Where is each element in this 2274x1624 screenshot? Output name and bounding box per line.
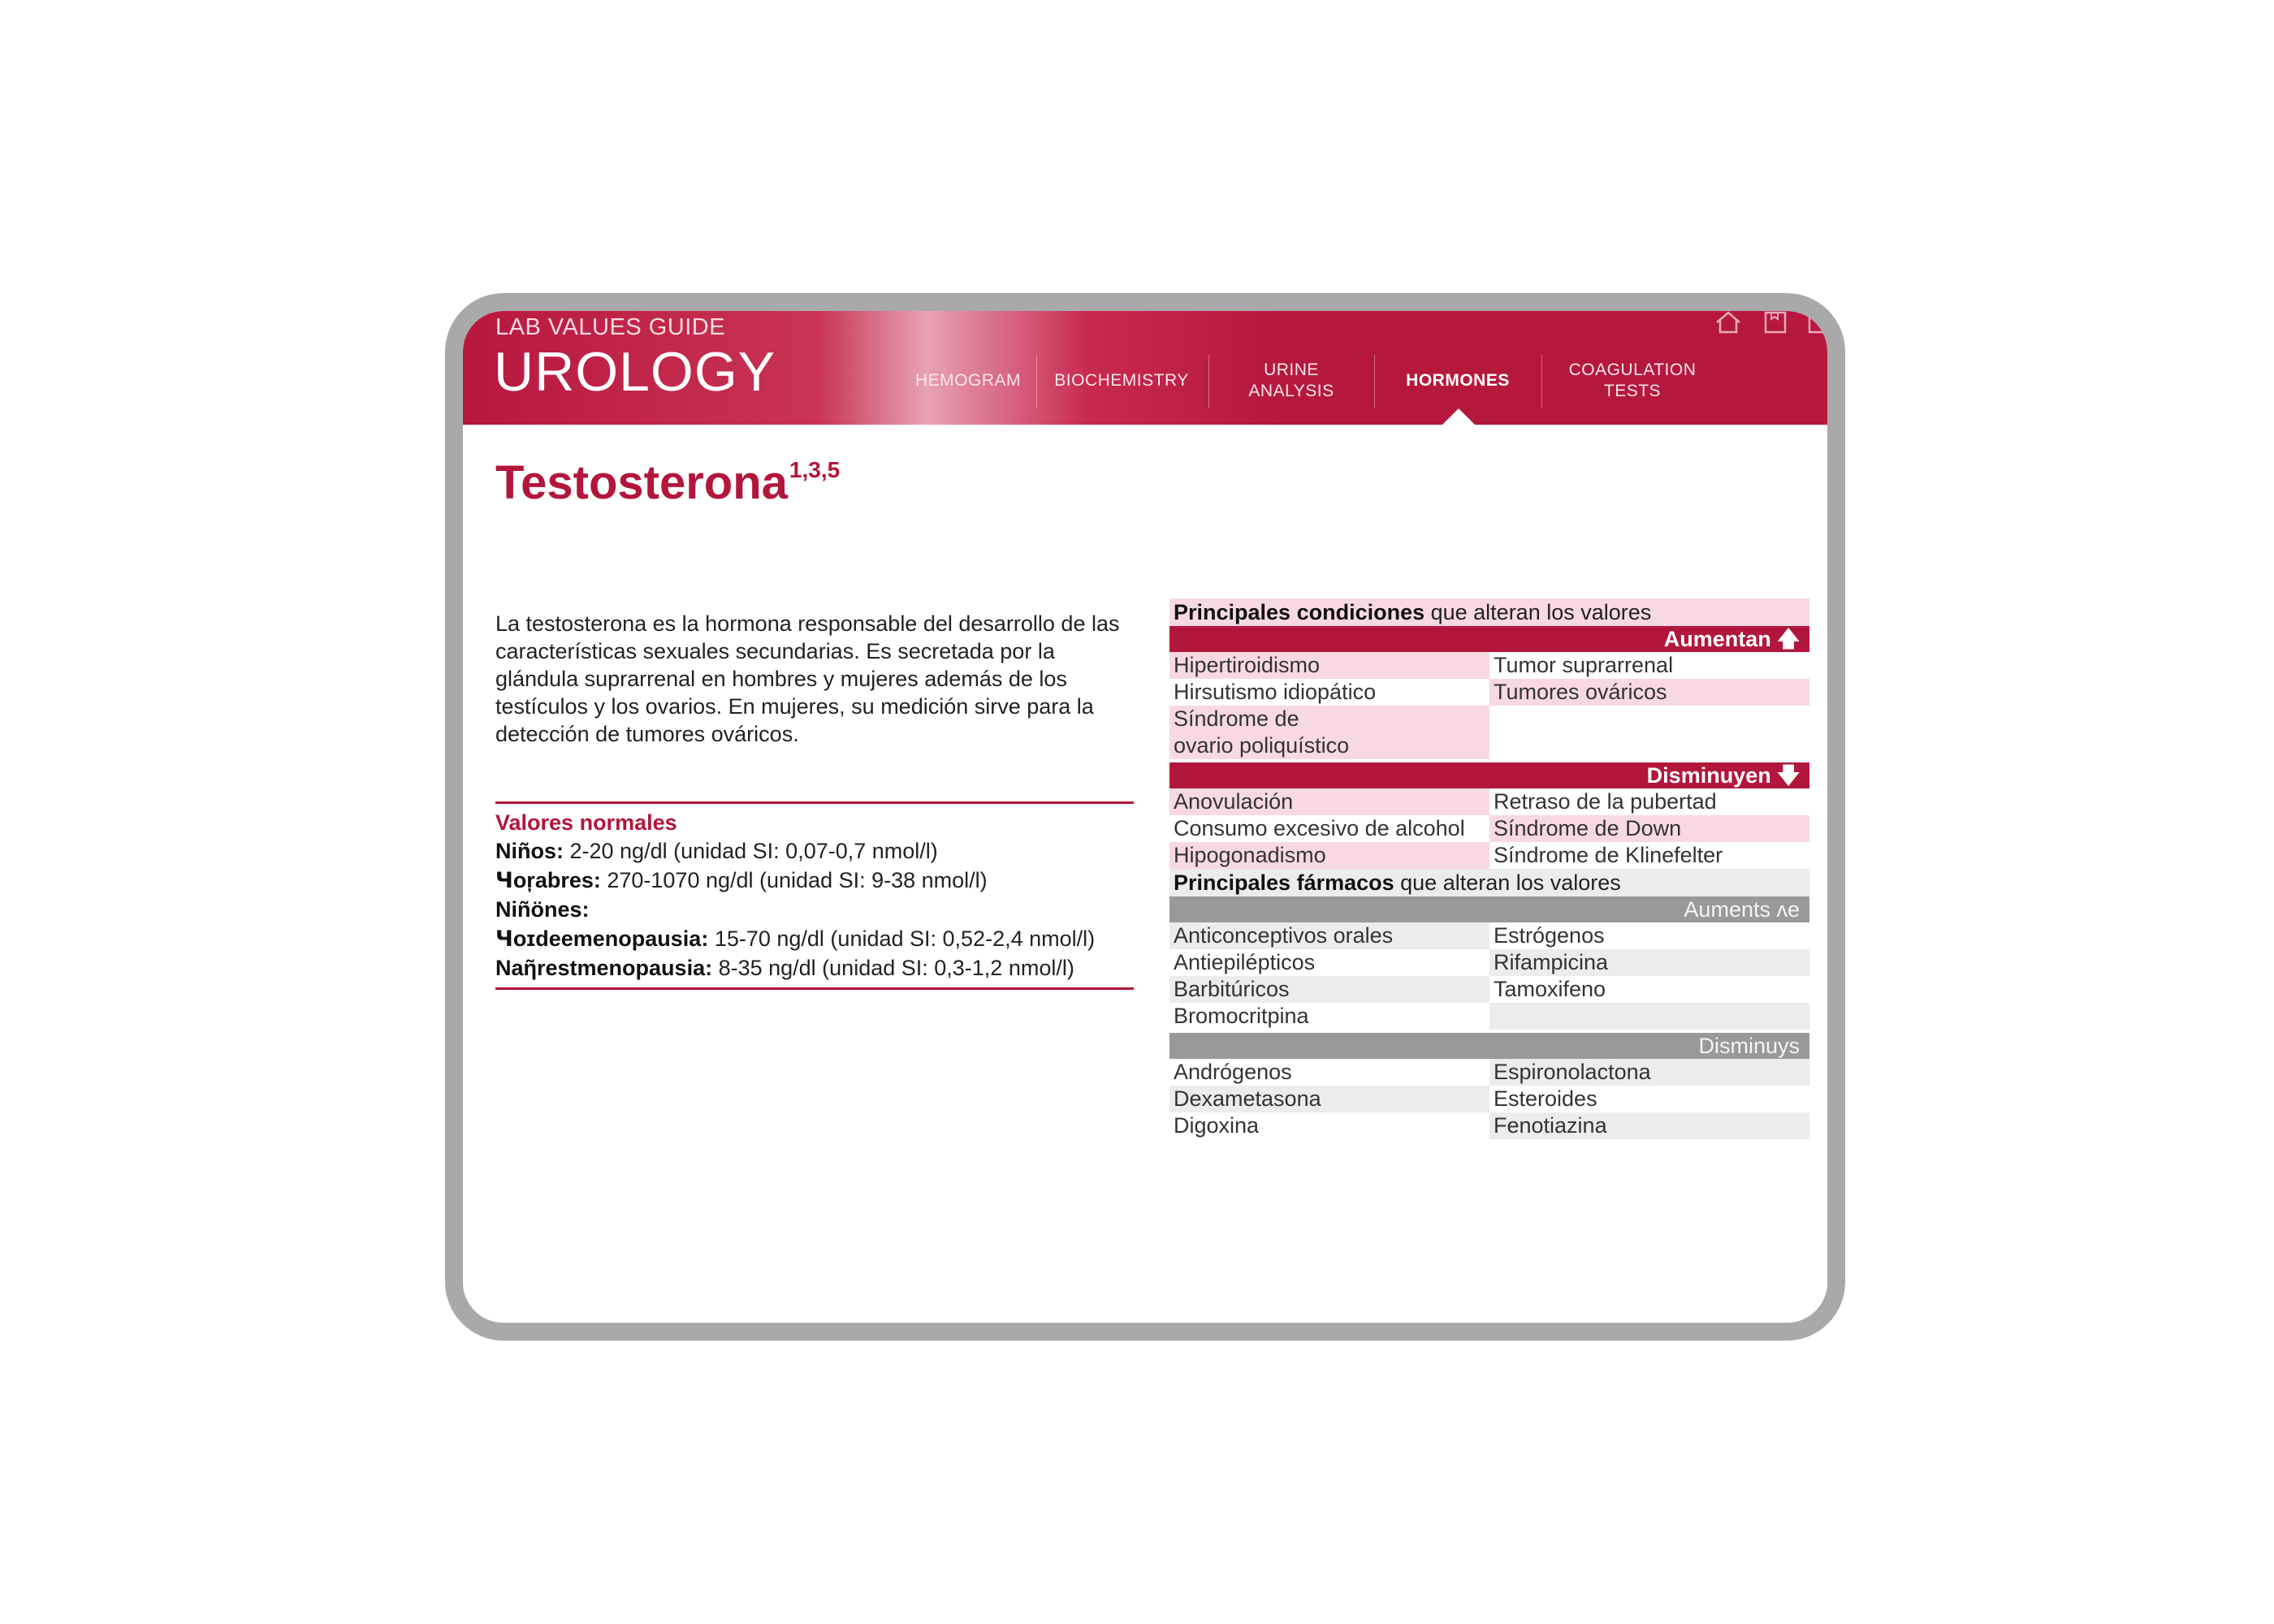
table-row	[1169, 788, 1809, 815]
table-row	[1169, 922, 1809, 949]
table-cell: Dexametasona	[1169, 1086, 1489, 1112]
tab-hemogram[interactable]	[908, 353, 1028, 408]
tab-hormones[interactable]	[1379, 353, 1537, 408]
table-cell: Hirsutismo idiopático	[1174, 680, 1377, 704]
menu-icon[interactable]	[1805, 311, 1827, 334]
row-label: Naῆrestmenopausia:	[495, 956, 713, 980]
normal-value-row	[495, 836, 1134, 866]
tab-label: HORMONES	[1406, 371, 1510, 390]
table-cell: Tamoxifeno	[1494, 977, 1606, 1001]
table-row	[1169, 949, 1809, 976]
row-label: Ɥoŗabres:	[495, 868, 601, 892]
table-cell: Síndrome de ovario poliquístico	[1169, 706, 1489, 759]
page-title	[495, 456, 840, 510]
nav-divider	[1374, 355, 1375, 408]
brand-title: UROLOGY	[494, 341, 776, 403]
table-cell: Rifampicina	[1489, 949, 1809, 976]
table-cell: Hipogonadismo	[1169, 842, 1489, 869]
row-value: 270-1070 ng/dl (unidad SI: 9-38 nmol/l)	[600, 868, 988, 892]
brand-supertitle: LAB VALUES GUIDE	[495, 314, 726, 340]
table-cell	[1489, 1003, 1809, 1030]
normal-value-row	[495, 866, 1134, 895]
table-cell: Espironolactona	[1489, 1059, 1809, 1086]
table-cell: Tumor suprarrenal	[1494, 653, 1674, 677]
app-header	[463, 311, 1827, 425]
table-row	[1169, 652, 1809, 679]
table-cell: Tumores ováricos	[1489, 679, 1809, 706]
conditions-title	[1169, 598, 1809, 626]
table-cell: Estrógenos	[1494, 923, 1605, 948]
divider	[495, 801, 1134, 804]
table-cell: Esteroides	[1494, 1086, 1597, 1111]
tablet-frame	[445, 293, 1845, 1341]
table-row	[1169, 842, 1809, 869]
row-value: 8-35 ng/dl (unidad SI: 0,3-1,2 nmol/l)	[712, 956, 1074, 980]
table-cell: Digoxina	[1174, 1113, 1260, 1138]
arrow-up-icon: 🡅	[1777, 627, 1800, 651]
band-label: Auments ʌе	[1684, 897, 1800, 922]
bookmark-icon[interactable]	[1761, 311, 1790, 334]
nav-divider	[1208, 355, 1209, 408]
title-bold: Principales condiciones	[1174, 600, 1425, 624]
title-bold: Principales fármacos	[1174, 870, 1394, 895]
drugs-decrease-band	[1169, 1033, 1809, 1059]
table-row	[1169, 976, 1809, 1003]
conditions-increase-band	[1169, 626, 1809, 652]
normal-value-row	[495, 895, 1134, 924]
table-cell: Andrógenos	[1174, 1060, 1292, 1084]
nav-divider	[1541, 355, 1542, 408]
alterations-table	[1169, 598, 1809, 1139]
row-label: Niños:	[495, 839, 564, 863]
band-label: Aumentan	[1663, 627, 1771, 651]
tab-coagulation-tests[interactable]	[1546, 353, 1718, 408]
table-row	[1169, 706, 1809, 759]
table-row	[1169, 1059, 1809, 1086]
table-cell: Retraso de la pubertad	[1494, 789, 1717, 814]
home-icon[interactable]	[1714, 311, 1743, 334]
table-cell: Hipertiroidismo	[1169, 652, 1489, 679]
normal-values-heading: Valores normales	[495, 810, 677, 835]
table-cell: Fenotiazina	[1489, 1112, 1809, 1139]
drugs-title	[1169, 869, 1809, 896]
tab-label: BIOCHEMISTRY	[1054, 371, 1189, 390]
table-row	[1169, 1112, 1809, 1139]
normal-values-box	[495, 801, 1134, 990]
table-cell: Anovulación	[1169, 788, 1489, 815]
tab-label: HEMOGRAM	[915, 371, 1021, 390]
nav-divider	[1036, 355, 1037, 408]
table-cell: Anticonceptivos orales	[1169, 922, 1489, 949]
drugs-increase-band	[1169, 896, 1809, 922]
normal-value-row	[495, 953, 1134, 983]
table-cell	[1489, 706, 1809, 759]
app-screen	[463, 311, 1827, 1323]
table-cell: Síndrome de Down	[1489, 815, 1809, 842]
row-value: 15-70 ng/dl (unidad SI: 0,52-2,4 nmol/l)	[708, 926, 1096, 951]
row-label: Niñönes:	[495, 897, 590, 922]
table-row	[1169, 815, 1809, 842]
table-cell: Barbitúricos	[1169, 976, 1489, 1003]
table-cell: Síndrome de Klinefelter	[1494, 843, 1723, 867]
normal-value-row	[495, 924, 1134, 953]
table-row	[1169, 1003, 1809, 1030]
conditions-decrease-band	[1169, 762, 1809, 788]
page-title-text: Testosterona	[495, 456, 788, 509]
tab-urine-analysis[interactable]	[1215, 353, 1368, 408]
divider	[495, 987, 1134, 990]
table-row	[1169, 679, 1809, 706]
table-cell: Antiepilépticos	[1174, 950, 1316, 974]
row-label: Ɥoɪdeemenopausia:	[495, 926, 709, 951]
active-tab-indicator	[1442, 408, 1476, 425]
table-cell: Consumo excesivo de alcohol	[1174, 816, 1465, 840]
title-references: 1,3,5	[789, 457, 841, 482]
table-cell: Bromocritpina	[1174, 1004, 1309, 1028]
table-row	[1169, 1086, 1809, 1112]
tab-label: URINE ANALYSIS	[1248, 361, 1334, 400]
row-value: 2-20 ng/dl (unidad SI: 0,07-0,7 nmol/l)	[564, 839, 938, 863]
description-text: La testosterona es la hormona responsable del desarrollo de las características sexuales secundarias. Es secretada por la glándula suprarrenal en hombres y mujeres además de los testículos y los ovarios. En mujeres, su medición sirve para la detección de tumores ováricos.	[495, 611, 1120, 746]
band-label: Disminuyen	[1646, 763, 1771, 788]
tab-label: COAGULATION TESTS	[1568, 361, 1697, 400]
tab-biochemistry[interactable]	[1041, 353, 1202, 408]
title-rest: que alteran los valores	[1394, 870, 1621, 895]
title-rest: que alteran los valores	[1424, 600, 1652, 624]
band-label: Disminuys	[1698, 1034, 1800, 1058]
arrow-down-icon: 🡇	[1777, 763, 1800, 788]
